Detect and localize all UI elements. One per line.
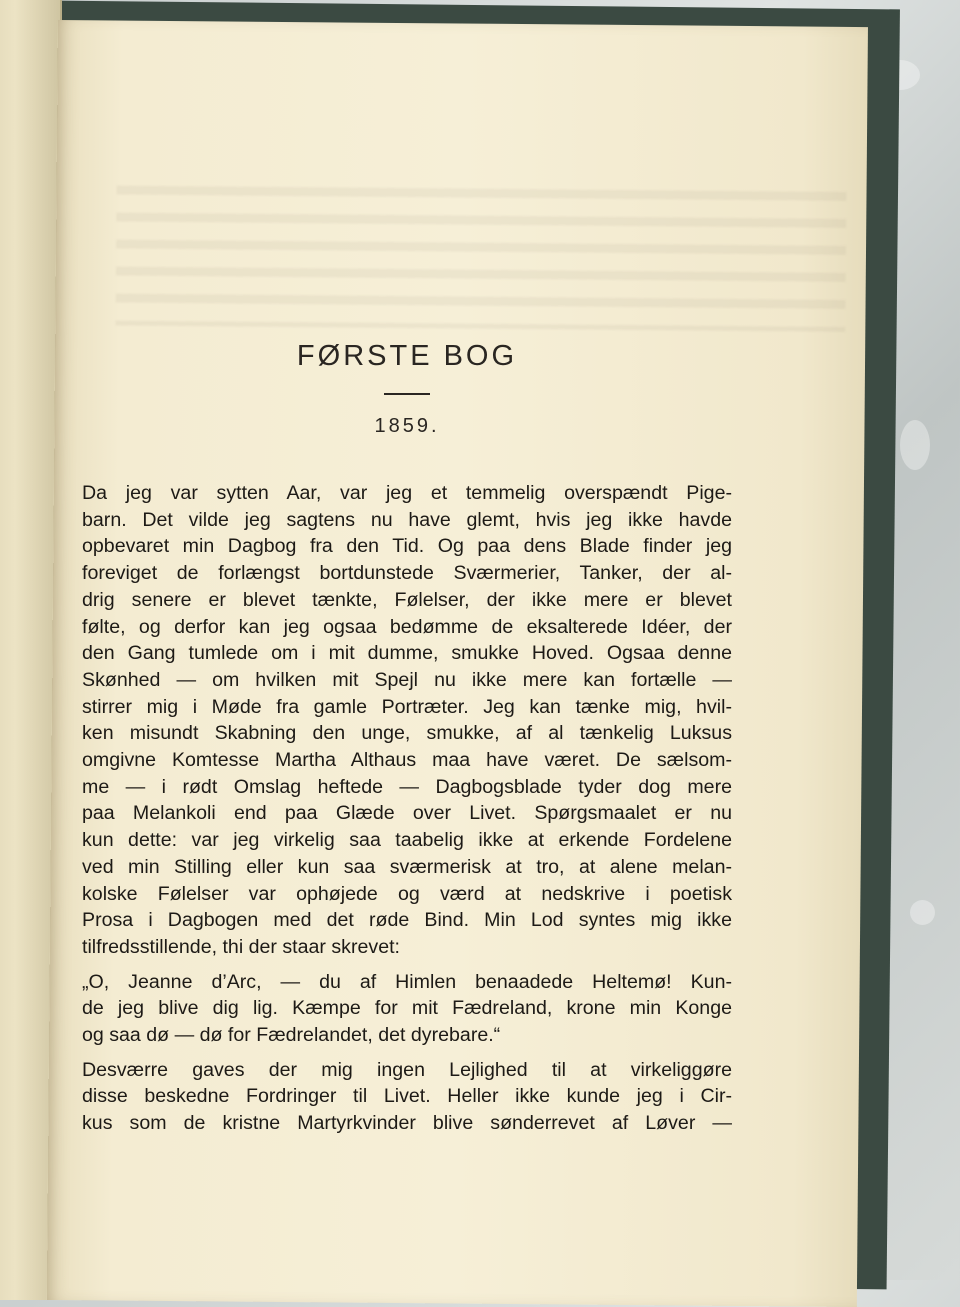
text-line: Da jeg var sytten Aar, var jeg et temmelig overspændt Pige- (82, 482, 732, 504)
text-line: kolske Følelser var ophøjede og værd at nedskrive i poetisk (82, 882, 732, 905)
text-line: barn. Det vilde jeg sagtens nu have glemt, hvis jeg ikke havde (82, 508, 732, 531)
text-line: omgivne Komtesse Martha Althaus maa have været. De sælsom- (82, 749, 732, 772)
text-line: opbevaret min Dagbog fra den Tid. Og paa dens Blade finder jeg (82, 535, 732, 558)
text-line: me — i rødt Omslag heftede — Dagbogsblade tyder dog mere (82, 775, 732, 798)
text-line: ken misundt Skabning den unge, smukke, af al tænkelig Luksus (82, 722, 732, 745)
chapter-year: 1859. (374, 415, 440, 437)
text-line: disse beskedne Fordringer til Livet. Heller ikke kunde jeg i Cir- (82, 1085, 732, 1108)
text-line: tilfredsstillende, thi der staar skrevet: (82, 935, 400, 958)
text-line: de jeg blive dig lig. Kæmpe for mit Fædreland, krone min Konge (82, 997, 732, 1020)
title-rule (384, 393, 430, 395)
surface-speck (910, 900, 935, 925)
text-line: stirrer mig i Møde fra gamle Portræter. Jeg kan tænke mig, hvil- (82, 695, 732, 718)
surface-speck (900, 420, 930, 470)
text-line: foreviget de forlængst bortdunstede Sværmerier, Tanker, der al- (82, 562, 732, 585)
section-title: FØRSTE BOG (296, 340, 518, 372)
text-line: „O, Jeanne d’Arc, — du af Himlen benaadede Heltemø! Kun- (82, 970, 732, 993)
paragraph (82, 1057, 732, 1137)
text-line: paa Melankoli end paa Glæde over Livet. Spørgsmaalet er nu (82, 802, 732, 825)
text-line: Skønhed — om hvilken mit Spejl nu ikke mere kan fortælle — (82, 668, 732, 691)
text-line: den Gang tumlede om i mit dumme, smukke Hoved. Ogsaa denne (82, 642, 732, 665)
text-line: følte, og derfor kan jeg ogsaa bedømme de eksalterede Idéer, der (82, 615, 732, 638)
paragraph (82, 969, 732, 1049)
text-line: Desværre gaves der mig ingen Lejlighed til at virkeliggøre (82, 1058, 732, 1081)
text-line: og saa dø — dø for Fædrelandet, det dyrebare.“ (82, 1024, 501, 1047)
text-line: kun dette: var jeg virkelig saa taabelig ikke at erkende Fordelene (82, 829, 732, 852)
text-line: Prosa i Dagbogen med det røde Bind. Min Lod syntes mig ikke (82, 909, 732, 932)
page-content (82, 340, 732, 1137)
text-line: ved min Stilling eller kun saa sværmerisk at tro, at alene melan- (82, 855, 732, 878)
show-through-text (115, 186, 846, 332)
body-text (82, 480, 732, 1137)
text-line: drig senere er blevet tænkte, Følelser, der ikke mere er blevet (82, 588, 732, 611)
text-line: kus som de kristne Martyrkvinder blive sønderrevet af Løver — (82, 1112, 732, 1135)
paragraph (82, 480, 732, 961)
